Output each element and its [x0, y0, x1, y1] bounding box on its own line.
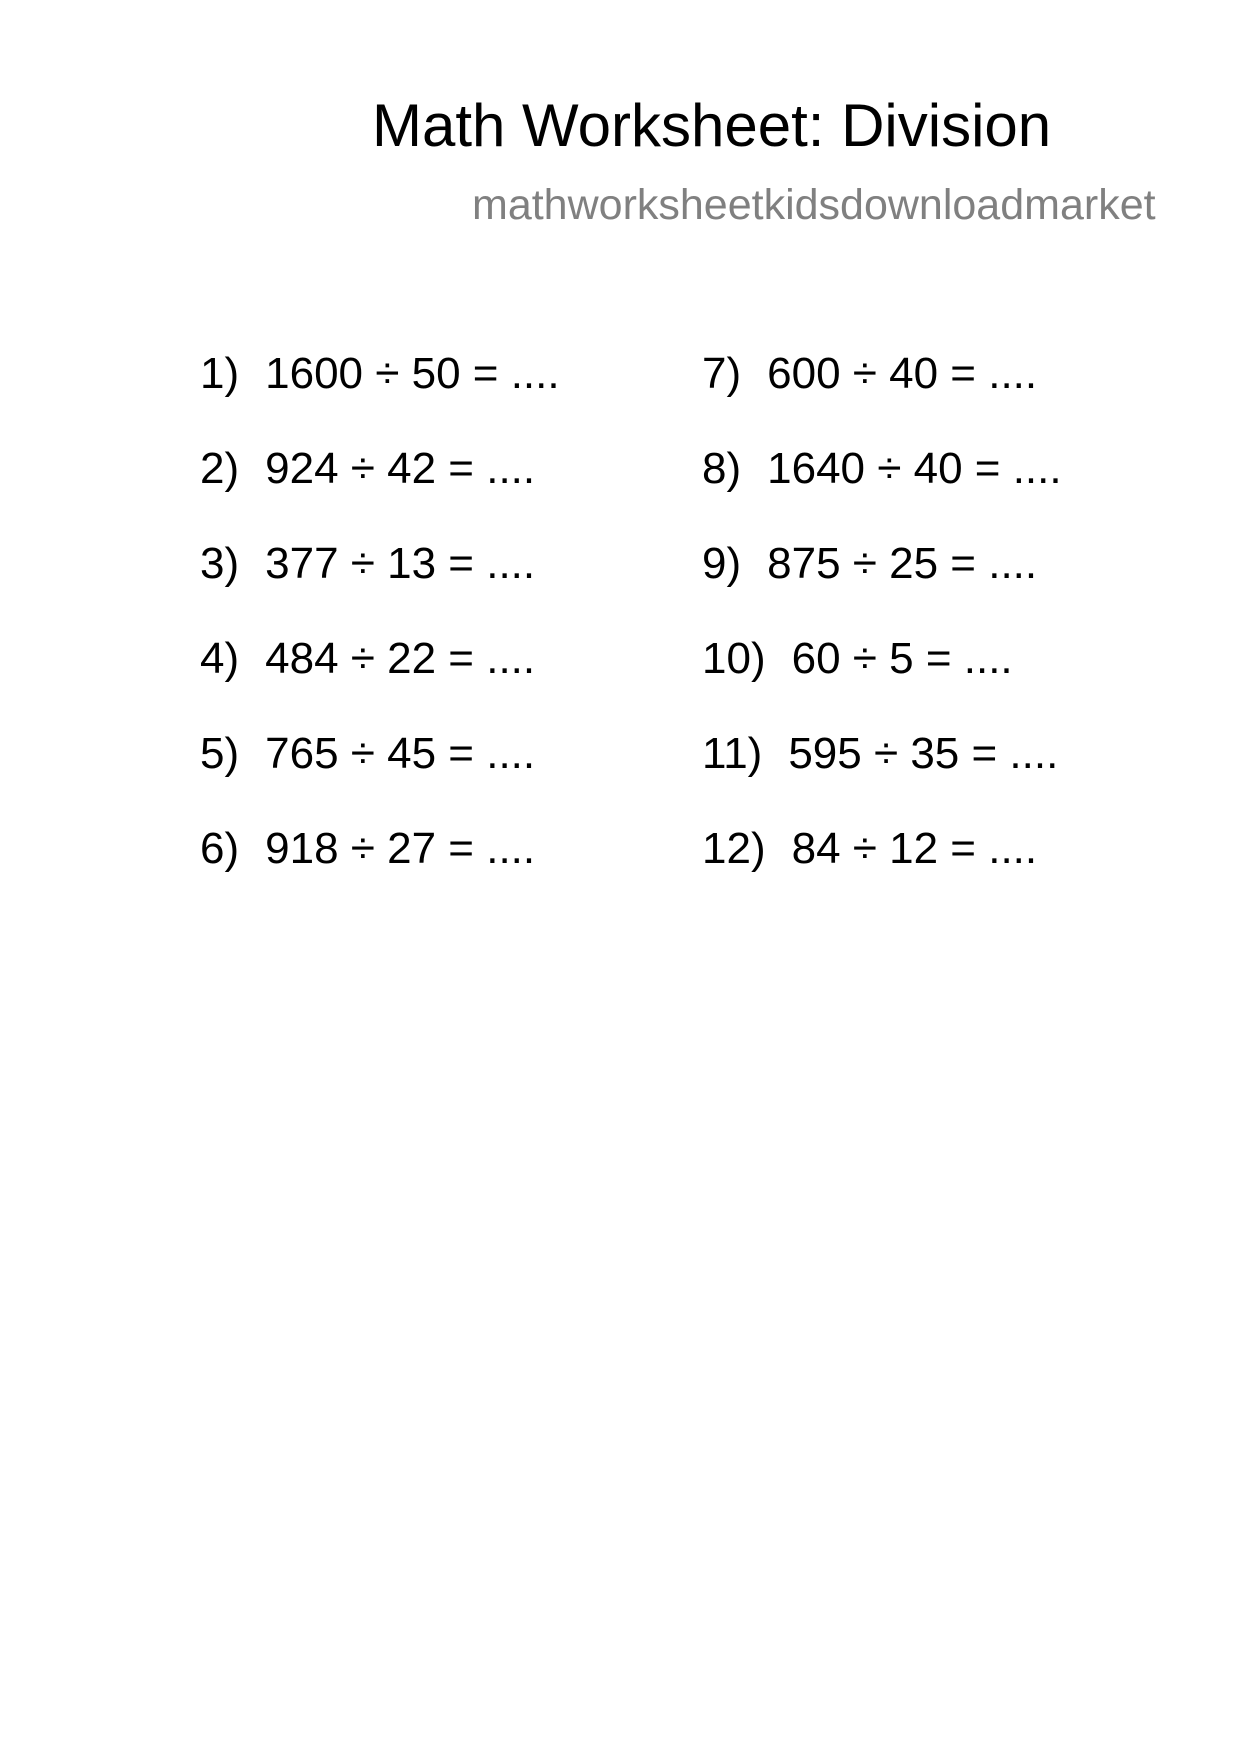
problem-expression: 765 ÷ 45 = .... — [265, 729, 536, 778]
problem-number: 2) — [200, 444, 240, 493]
problem-5 — [200, 726, 680, 821]
problem-number: 12) — [702, 824, 766, 873]
problem-expression: 1600 ÷ 50 = .... — [265, 349, 560, 398]
problem-12 — [702, 821, 1182, 916]
problem-number: 8) — [702, 444, 742, 493]
problem-9 — [702, 536, 1182, 631]
problem-expression: 377 ÷ 13 = .... — [265, 539, 536, 588]
problem-number: 3) — [200, 539, 240, 588]
problem-6 — [200, 821, 680, 916]
problem-expression: 600 ÷ 40 = .... — [767, 349, 1038, 398]
problem-number: 5) — [200, 729, 240, 778]
problem-expression: 60 ÷ 5 = .... — [791, 634, 1013, 683]
problem-number: 1) — [200, 349, 240, 398]
page-title: Math Worksheet: Division — [372, 92, 1052, 159]
problem-11 — [702, 726, 1182, 821]
problem-2 — [200, 441, 680, 536]
problem-8 — [702, 441, 1182, 536]
problem-expression: 595 ÷ 35 = .... — [788, 729, 1059, 778]
page-subtitle: mathworksheetkidsdownloadmarket — [472, 181, 1156, 229]
problem-3 — [200, 536, 680, 631]
problem-expression: 924 ÷ 42 = .... — [265, 444, 536, 493]
problem-4 — [200, 631, 680, 726]
problem-expression: 1640 ÷ 40 = .... — [767, 444, 1062, 493]
problem-number: 9) — [702, 539, 742, 588]
problem-number: 4) — [200, 634, 240, 683]
problem-7 — [702, 346, 1182, 441]
problem-expression: 84 ÷ 12 = .... — [791, 824, 1038, 873]
problem-expression: 484 ÷ 22 = .... — [265, 634, 536, 683]
problem-10 — [702, 631, 1182, 726]
problems-column-left — [200, 346, 680, 916]
problems-column-right — [702, 346, 1182, 916]
problem-number: 6) — [200, 824, 240, 873]
problem-number: 7) — [702, 349, 742, 398]
problem-expression: 918 ÷ 27 = .... — [265, 824, 536, 873]
problem-expression: 875 ÷ 25 = .... — [767, 539, 1038, 588]
problem-number: 10) — [702, 634, 766, 683]
problem-1 — [200, 346, 680, 441]
problem-number: 11) — [702, 729, 763, 778]
